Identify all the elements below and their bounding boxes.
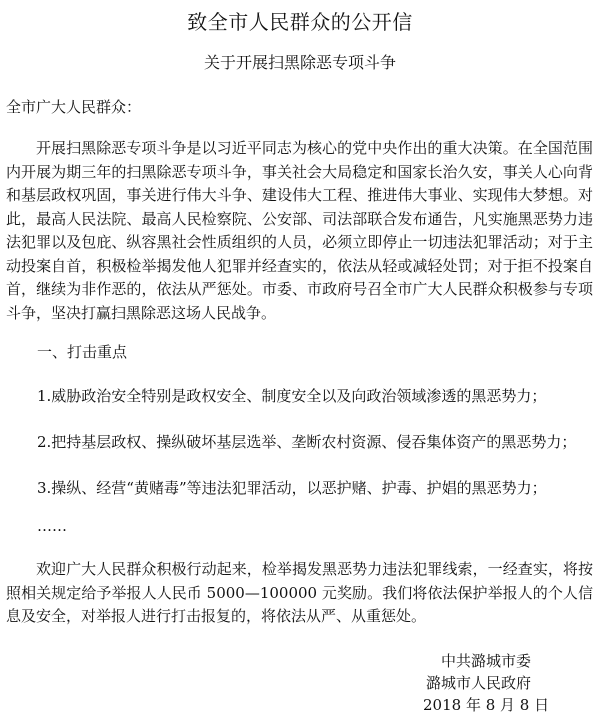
letter-title: 致全市人民群众的公开信 (187, 10, 413, 34)
closing-paragraph: 欢迎广大人民群众积极行动起来，检举揭发黑恶势力违法犯罪线索，一经查实，将按照相关规定给予举报人人民币 5000—100000 元奖励。我们将依法保护举报人的个人信息及安全，对举报人进行打击报复的，将依法从严、从重惩处。 (6, 560, 593, 625)
ellipsis: …… (37, 517, 67, 535)
signature-date: 2018 年 8 月 8 日 (423, 696, 550, 714)
list-item: 2.把持基层政权、操纵破坏基层选举、垄断农村资源、侵吞集体资产的黑恶势力； (37, 433, 577, 451)
list-item: 1.威胁政治安全特别是政权安全、制度安全以及向政治领域渗透的黑恶势力； (37, 387, 547, 405)
list-item: 3.操纵、经营“黄赌毒”等违法犯罪活动，以恶护赌、护毒、护娼的黑恶势力； (37, 479, 547, 497)
intro-paragraph: 开展扫黑除恶专项斗争是以习近平同志为核心的党中央作出的重大决策。在全国范围内开展为期三年的扫黑除恶专项斗争，事关社会大局稳定和国家长治久安，事关人心向背和基层政权巩固，事关进行伟大斗争、建设伟大工程、推进伟大事业、实现伟大梦想。对此，最高人民法院、最高人民检察院、公安部、司法部联合发布通告，凡实施黑恶势力违法犯罪以及包庇、纵容黑社会性质组织的人员，必须立即停止一切违法犯罪活动；对于主动投案自首，积极检举揭发他人犯罪并经查实的，依法从轻或减轻处罚；对于拒不投案自首，继续为非作恶的，依法从严惩处。市委、市政府号召全市广大人民群众积极参与专项斗争，坚决打赢扫黑除恶这场人民战争。 (6, 139, 593, 322)
letter-subtitle: 关于开展扫黑除恶专项斗争 (203, 53, 396, 72)
signature-government: 潞城市人民政府 (426, 674, 532, 692)
salutation: 全市广大人民群众： (6, 98, 142, 116)
section-heading: 一、打击重点 (37, 343, 128, 361)
signature-party-committee: 中共潞城市委 (441, 652, 532, 670)
